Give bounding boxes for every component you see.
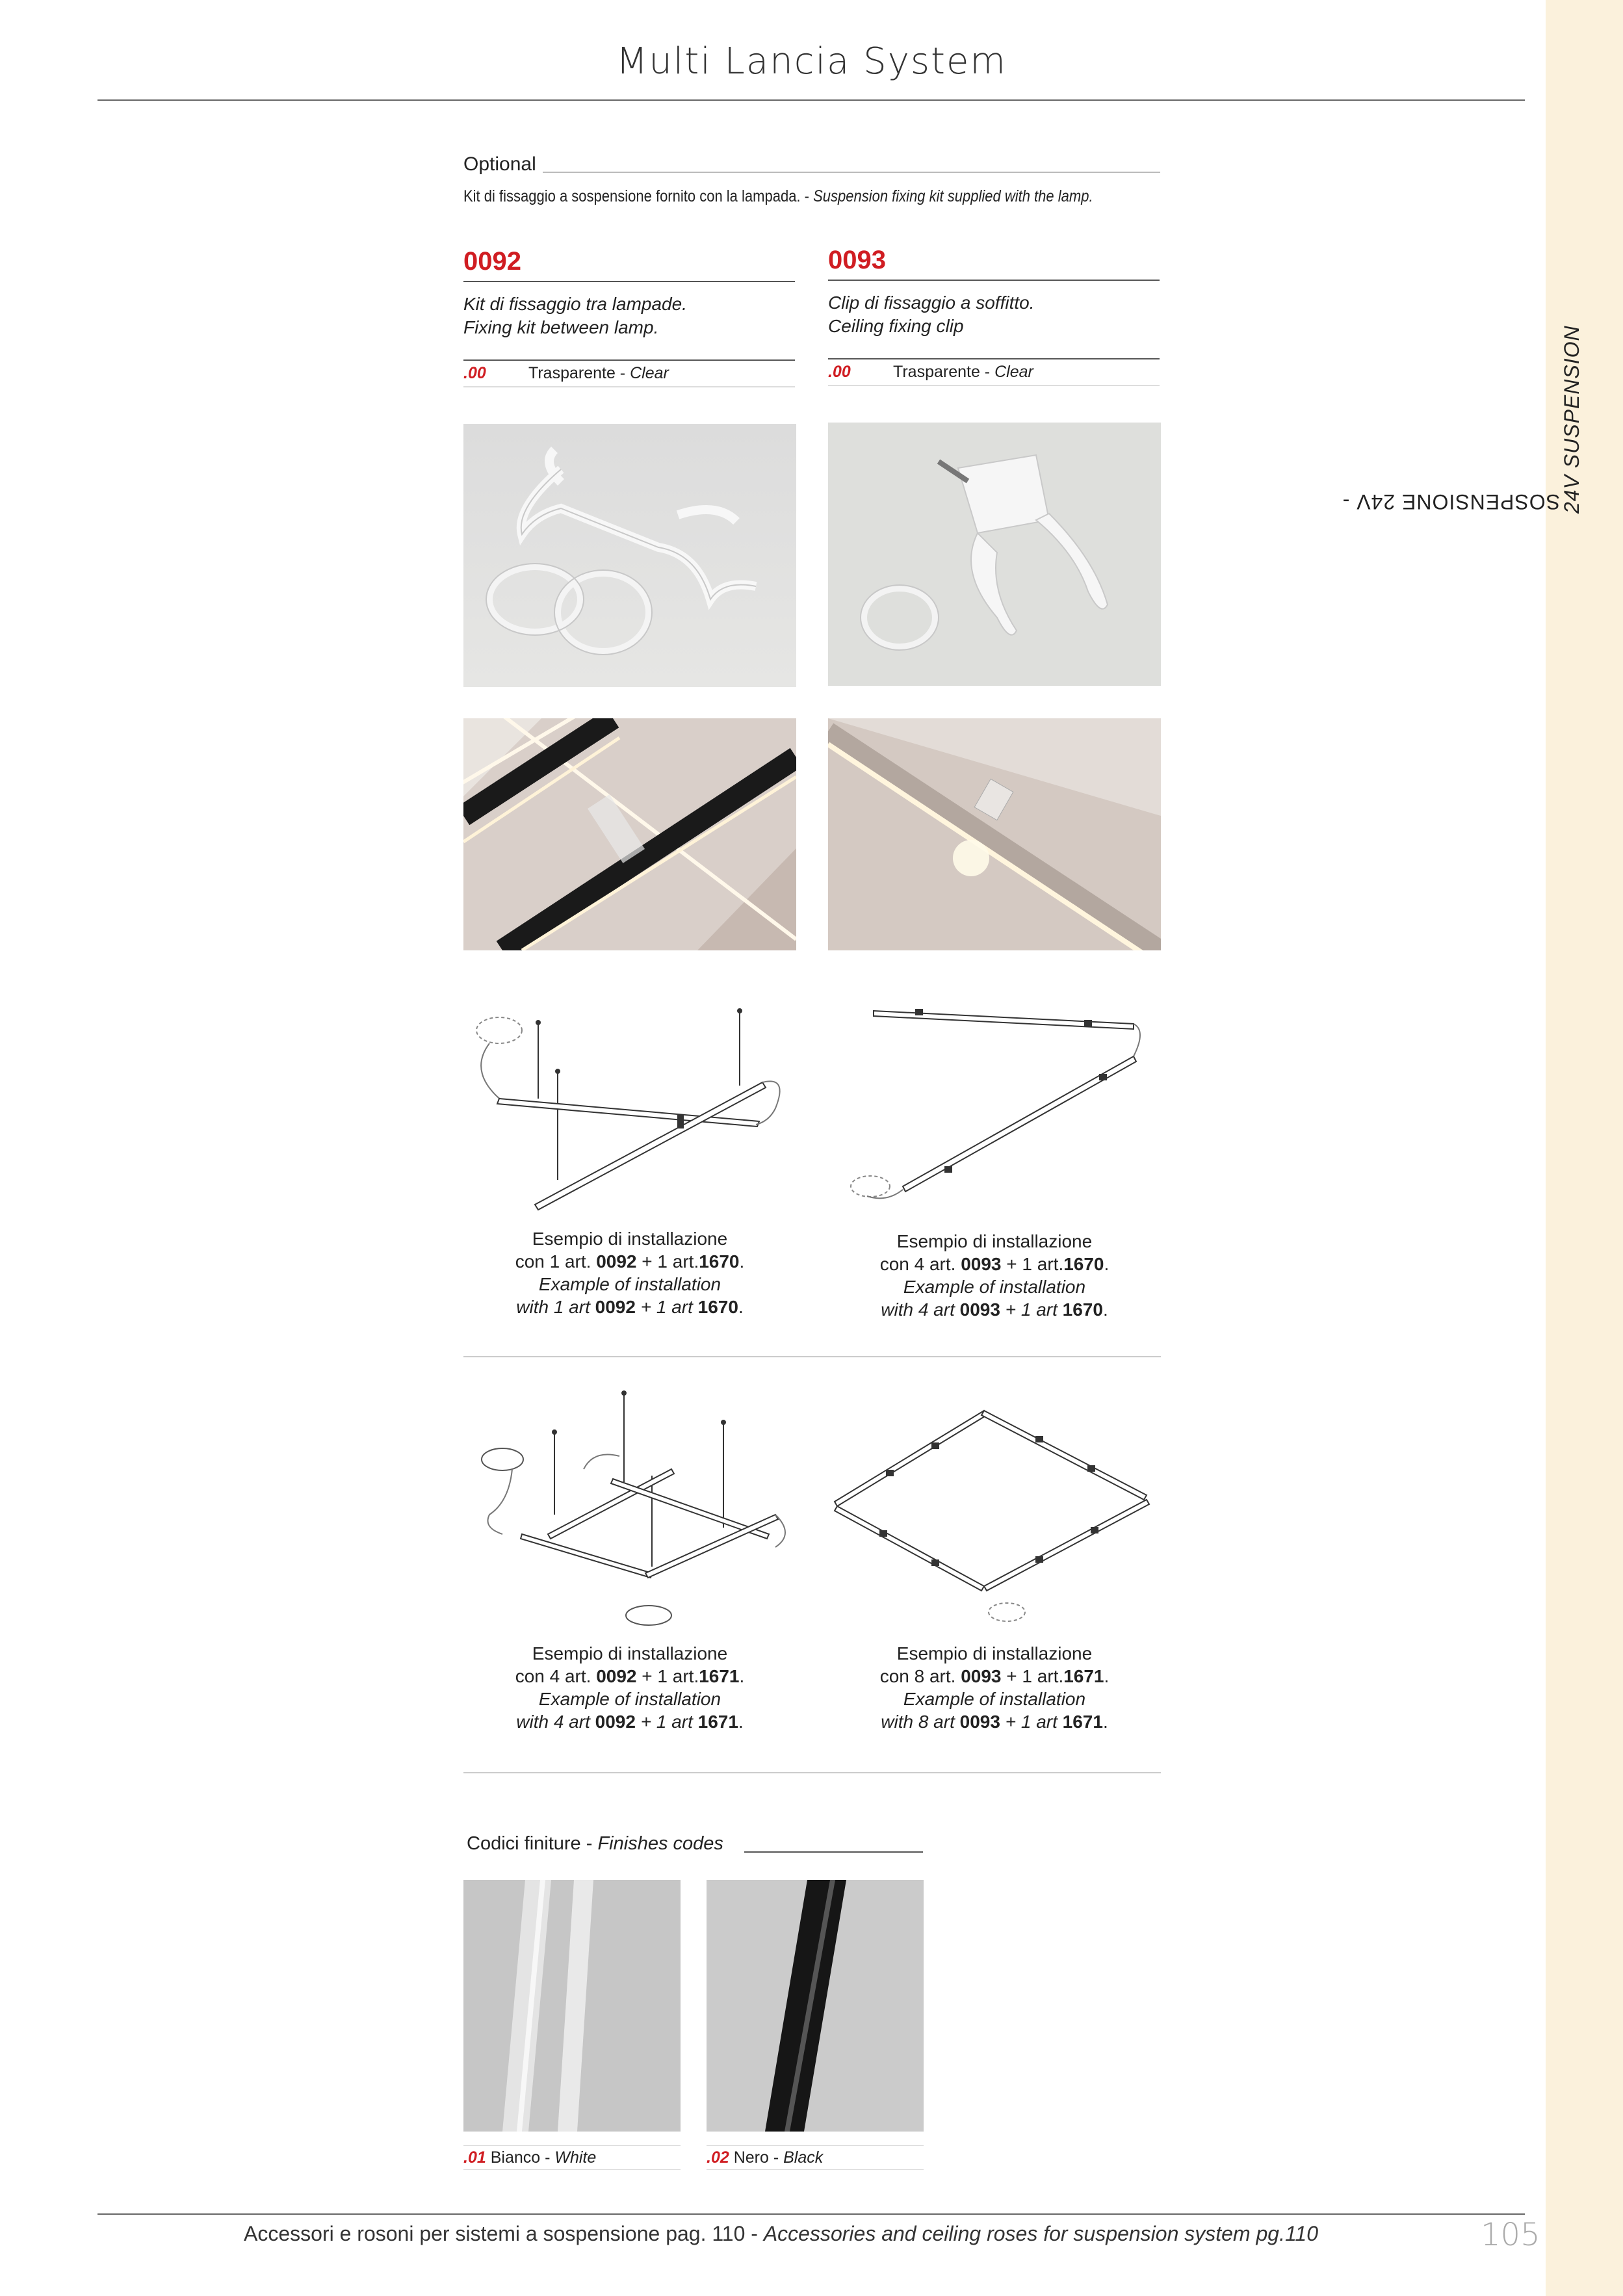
product-code-0092: 0092	[463, 247, 521, 276]
footer-text-it: Accessori e rosoni per sistemi a sospensione pag. 110 -	[244, 2222, 764, 2245]
installation-diagram-4	[828, 1398, 1161, 1632]
caption-line-codes: con 1 art. 0092 + 1 art.1670.	[515, 1251, 745, 1272]
finish-label-white	[463, 2145, 681, 2170]
sidebar-label-en: 24V SUSPENSION	[1560, 325, 1583, 514]
installation-diagram-2	[828, 998, 1161, 1222]
finish-swatch-black	[707, 1880, 924, 2132]
finish-label-it: Trasparente -	[528, 364, 630, 382]
finishes-heading	[467, 1833, 723, 1855]
caption-line-it: Esempio di installazione	[532, 1229, 728, 1249]
installation-diagram-1	[463, 998, 796, 1222]
sidebar-label	[1342, 325, 1586, 540]
optional-text	[463, 187, 1093, 206]
finish-code: .00	[828, 363, 851, 381]
finish-rule	[463, 359, 795, 361]
sidebar-label-it: SOSPENSIONE 24V -	[1342, 490, 1560, 514]
finishes-heading-en: Finishes codes	[597, 1833, 723, 1854]
finish-code: .00	[463, 364, 486, 382]
product-desc-it: Kit di fissaggio tra lampade.	[463, 294, 687, 314]
caption-line-codes: con 4 art. 0093 + 1 art.1670.	[879, 1254, 1110, 1274]
installed-photo-0092	[463, 718, 796, 950]
product-desc	[463, 293, 687, 339]
installation-diagram-3	[463, 1385, 796, 1638]
optional-rule	[543, 172, 1160, 173]
caption-line-codes: con 4 art. 0092 + 1 art.1671.	[515, 1666, 745, 1686]
optional-text-it: Kit di fissaggio a sospensione fornito con la lampada. -	[463, 187, 814, 205]
product-rule	[828, 280, 1160, 281]
finish-code: .02	[707, 2148, 729, 2167]
product-code-0093: 0093	[828, 246, 886, 274]
optional-heading: Optional	[463, 153, 536, 175]
optional-text-en: Suspension fixing kit supplied with the lamp.	[813, 187, 1093, 205]
installation-caption-4	[828, 1642, 1161, 1733]
section-divider	[463, 1356, 1161, 1357]
footer-rule	[97, 2213, 1525, 2215]
product-desc-en: Ceiling fixing clip	[828, 316, 964, 336]
section-divider	[463, 1772, 1161, 1773]
caption-line-codes: con 8 art. 0093 + 1 art.1671.	[879, 1666, 1110, 1686]
product-photo-0092	[463, 424, 796, 687]
product-photo-0093	[828, 423, 1161, 686]
product-desc-it: Clip di fissaggio a soffitto.	[828, 293, 1035, 313]
caption-line-it: Esempio di installazione	[532, 1643, 728, 1663]
page-title: Multi Lancia System	[616, 40, 1007, 83]
caption-line-en: Example of installation	[538, 1689, 721, 1709]
installation-caption-2	[828, 1230, 1161, 1321]
sidebar-band	[1546, 0, 1623, 2296]
caption-line-it: Esempio di installazione	[896, 1231, 1093, 1251]
finish-rule-bottom	[828, 385, 1160, 386]
finish-rule	[828, 358, 1160, 359]
installation-caption-3	[463, 1642, 796, 1733]
finish-label-en: White	[554, 2148, 597, 2167]
product-rule	[463, 281, 795, 282]
finish-label-en: Clear	[630, 364, 669, 382]
product-desc-en: Fixing kit between lamp.	[463, 317, 659, 337]
finish-rule-bottom	[463, 386, 795, 387]
installed-photo-0093	[828, 718, 1161, 950]
footer-text-en: Accessories and ceiling roses for suspension system pg.110	[763, 2222, 1318, 2245]
product-desc	[828, 291, 1035, 338]
caption-line-codes-en: with 4 art 0092 + 1 art 1671.	[516, 1712, 744, 1732]
finish-row	[463, 361, 795, 385]
finish-code: .01	[463, 2148, 486, 2167]
footer-text	[244, 2222, 1318, 2246]
finishes-rule	[744, 1851, 923, 1853]
finishes-heading-it: Codici finiture -	[467, 1833, 598, 1854]
caption-line-en: Example of installation	[903, 1277, 1086, 1297]
finish-label-en: Black	[783, 2148, 824, 2167]
finish-label-it: Bianco -	[486, 2148, 555, 2167]
header-rule	[97, 99, 1525, 101]
page-number: 105	[1481, 2217, 1540, 2253]
finish-label-black	[707, 2145, 924, 2170]
finish-label-en: Clear	[994, 363, 1033, 381]
caption-line-en: Example of installation	[538, 1274, 721, 1294]
caption-line-en: Example of installation	[903, 1689, 1086, 1709]
caption-line-codes-en: with 4 art 0093 + 1 art 1670.	[881, 1299, 1108, 1320]
caption-line-it: Esempio di installazione	[896, 1643, 1093, 1663]
finish-label-it: Nero -	[729, 2148, 784, 2167]
installation-caption-1	[463, 1227, 796, 1318]
caption-line-codes-en: with 1 art 0092 + 1 art 1670.	[516, 1297, 744, 1317]
finish-label-it: Trasparente -	[893, 363, 995, 381]
caption-line-codes-en: with 8 art 0093 + 1 art 1671.	[881, 1712, 1108, 1732]
finish-row	[828, 360, 1160, 384]
finish-swatch-white	[463, 1880, 681, 2132]
